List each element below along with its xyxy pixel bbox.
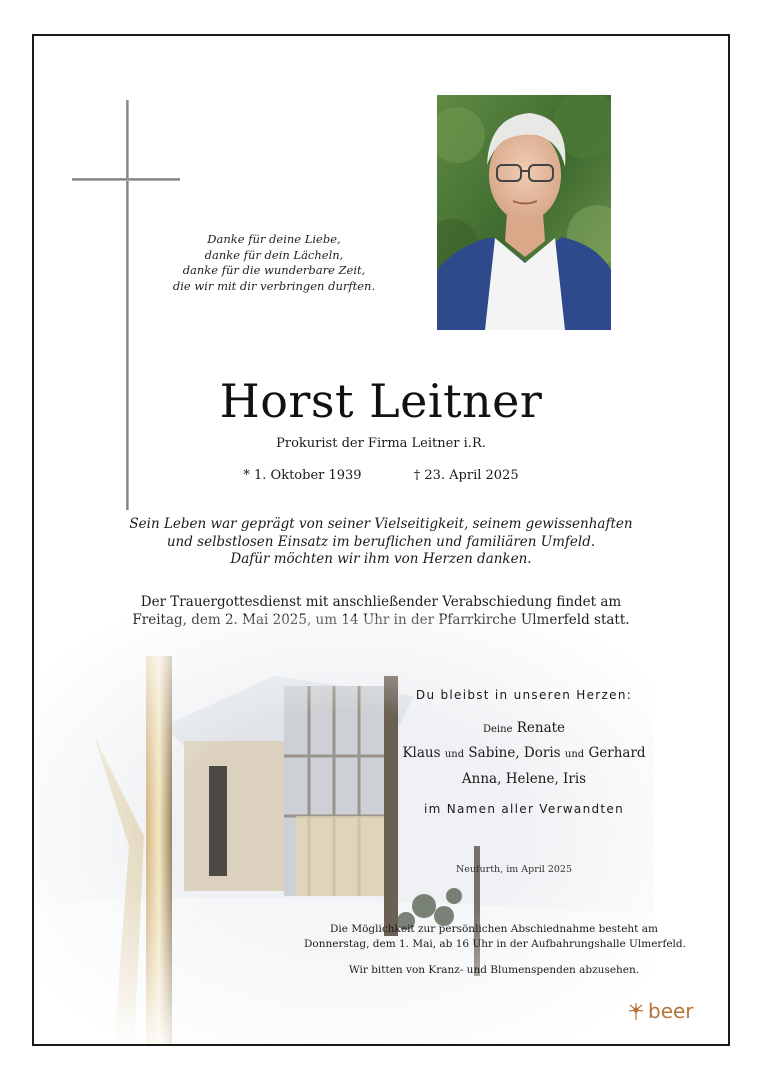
quote-line: Danke für deine Liebe, xyxy=(207,232,341,246)
birth-date: * 1. Oktober 1939 xyxy=(243,468,362,483)
obituary-card xyxy=(32,34,730,1046)
memorial-quote xyxy=(164,232,384,294)
logo-wordmark: beer xyxy=(648,999,694,1023)
family-line-children xyxy=(364,745,684,761)
service-line: Der Trauergottesdienst mit anschließender Verabschiedung findet am xyxy=(140,594,622,610)
child-name: Klaus xyxy=(402,745,441,761)
child-name: Sabine, Doris xyxy=(468,745,561,761)
viewing-line: Die Möglichkeit zur persönlichen Abschiednahme besteht am xyxy=(330,923,658,935)
flowers-note: Wir bitten von Kranz- und Blumenspenden abzusehen. xyxy=(348,964,640,976)
life-dates xyxy=(34,468,728,483)
tribute-line: Sein Leben war geprägt von seiner Vielseitigkeit, seinem gewissenhaften xyxy=(129,516,633,532)
death-date: † 23. April 2025 xyxy=(413,468,519,483)
grandchildren-names: Anna, Helene, Iris xyxy=(461,771,587,787)
deine-label: Deine xyxy=(482,724,513,735)
family-heading-text: Du bleibst in unseren Herzen: xyxy=(415,688,633,702)
beer-logo xyxy=(626,999,694,1023)
quote-line: die wir mit dir verbringen durften. xyxy=(172,278,376,293)
family-heading xyxy=(364,688,684,702)
und-label: und xyxy=(444,749,465,760)
viewing-info xyxy=(304,922,684,952)
tribute-text xyxy=(34,516,728,569)
deceased-role: Prokurist der Firma Leitner i.R. xyxy=(276,436,486,451)
child-name: Gerhard xyxy=(588,745,646,761)
und-label: und xyxy=(564,749,585,760)
closing-text: im Namen aller Verwandten xyxy=(424,802,624,816)
quote-line: danke für die wunderbare Zeit, xyxy=(182,263,366,277)
deceased-name: Horst Leitner xyxy=(219,374,543,428)
tribute-line: Dafür möchten wir ihm von Herzen danken. xyxy=(230,551,532,567)
portrait-illustration xyxy=(437,95,611,330)
cross-horizontal-beam xyxy=(72,178,180,181)
family-line-grandchildren xyxy=(364,771,684,787)
winter-church-scene xyxy=(34,616,654,1046)
wife-name: Renate xyxy=(516,720,566,736)
dandelion-icon xyxy=(626,1001,646,1021)
quote-line: danke für dein Lächeln, xyxy=(204,247,344,262)
portrait-photo xyxy=(437,95,611,330)
family-line-wife xyxy=(364,720,684,736)
viewing-line: Donnerstag, dem 1. Mai, ab 16 Uhr in der Aufbahrungshalle Ulmerfeld. xyxy=(304,938,686,950)
place-date: Neufurth, im April 2025 xyxy=(455,864,573,875)
tribute-line: und selbstlosen Einsatz im beruflichen und familiären Umfeld. xyxy=(166,533,596,550)
family-closing xyxy=(364,802,684,816)
